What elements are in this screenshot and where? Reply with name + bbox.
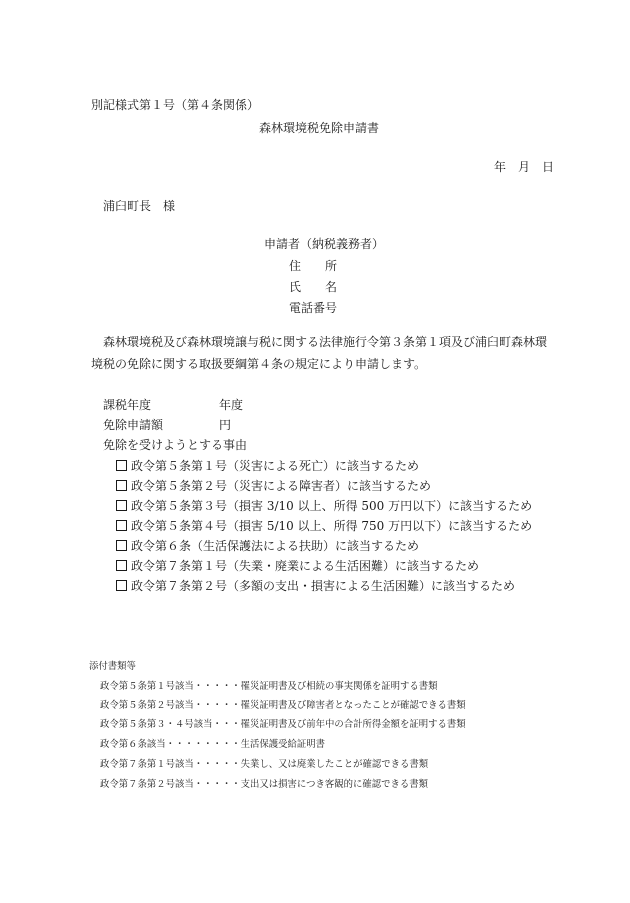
checkbox[interactable] (116, 560, 127, 571)
attachment-item: 政令第６条該当・・・・・・・・生活保護受給証明書 (100, 739, 326, 750)
attachments-heading: 添付書類等 (89, 661, 136, 672)
checkbox[interactable] (116, 540, 127, 551)
amount-unit: 円 (219, 418, 232, 432)
reason-option[interactable] (116, 537, 419, 554)
amount-label: 免除申請額 (103, 418, 164, 432)
attachment-item: 政令第７条第１号該当・・・・・失業し、又は廃業したことが確認できる書類 (100, 759, 429, 770)
reason-option[interactable] (116, 477, 431, 494)
applicant-name-label: 氏 名 (289, 280, 338, 294)
form-label: 別記様式第１号（第４条関係） (91, 98, 260, 112)
checkbox[interactable] (116, 480, 127, 491)
body-paragraph: 森林環境税及び森林環境譲与税に関する法律施行令第３条第１項及び浦臼町森林環境税の免除に関する取扱要綱第４条の規定により申請します。 (91, 335, 548, 371)
applicant-phone-label: 電話番号 (289, 301, 338, 315)
reason-text: 政令第５条第３号（損害 3/10 以上、所得 500 万円以下）に該当するため (131, 499, 533, 513)
checkbox[interactable] (116, 460, 127, 471)
attachment-item: 政令第７条第２号該当・・・・・支出又は損害につき客観的に確認できる書類 (100, 779, 428, 790)
reason-text: 政令第７条第１号（失業・廃業による生活困難）に該当するため (131, 559, 480, 573)
reason-option[interactable] (116, 457, 419, 474)
reason-text: 政令第６条（生活保護法による扶助）に該当するため (131, 539, 420, 553)
reason-option[interactable] (116, 517, 532, 534)
checkbox[interactable] (116, 580, 127, 591)
checkbox[interactable] (116, 500, 127, 511)
attachment-item: 政令第５条第１号該当・・・・・罹災証明書及び相続の事実関係を証明する書類 (100, 681, 438, 692)
document-title: 森林環境税免除申請書 (259, 121, 380, 135)
attachment-item: 政令第５条第２号該当・・・・・罹災証明書及び障害者となったことが確認できる書類 (100, 700, 466, 711)
applicant-heading: 申請者（納税義務者） (264, 237, 385, 251)
reason-label: 免除を受けようとする事由 (103, 438, 248, 452)
date-line: 年 月 日 (494, 160, 555, 174)
addressee: 浦臼町長 様 (103, 199, 176, 213)
applicant-address-label: 住 所 (289, 259, 338, 273)
reason-text: 政令第５条第２号（災害による障害者）に該当するため (131, 479, 432, 493)
checkbox[interactable] (116, 520, 127, 531)
reason-text: 政令第７条第２号（多額の支出・損害による生活困難）に該当するため (131, 579, 516, 593)
reason-option[interactable] (116, 497, 532, 514)
reason-option[interactable] (116, 557, 479, 574)
reason-option[interactable] (116, 577, 515, 594)
tax-year-label: 課税年度 (103, 398, 152, 412)
reason-text: 政令第５条第１号（災害による死亡）に該当するため (131, 459, 420, 473)
tax-year-unit: 年度 (219, 398, 244, 412)
reason-text: 政令第５条第４号（損害 5/10 以上、所得 750 万円以下）に該当するため (131, 519, 533, 533)
attachment-item: 政令第５条第３・４号該当・・・罹災証明書及び前年中の合計所得金額を証明する書類 (100, 719, 466, 730)
